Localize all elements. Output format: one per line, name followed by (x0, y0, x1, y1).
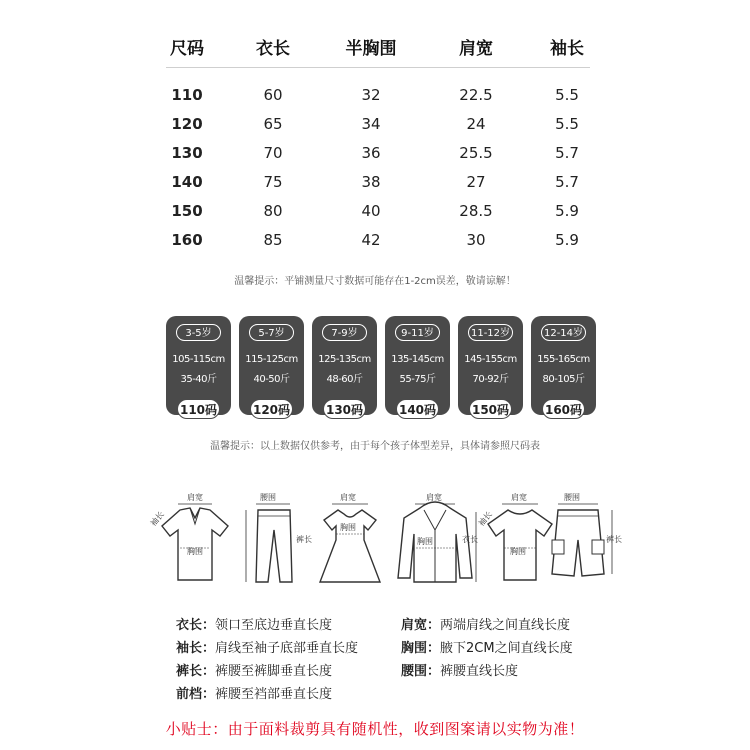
label-chest: 胸围 (187, 547, 203, 556)
definition-term: 袖长： (176, 641, 216, 656)
cell-sleeve: 5.5 (555, 86, 579, 104)
header-length: 衣长 (256, 39, 290, 59)
definition-desc: 领口至底边垂直长度 (215, 618, 333, 633)
definition-term: 衣长： (176, 618, 216, 633)
label-jacket-chest: 胸围 (417, 537, 433, 546)
cell-length: 65 (263, 115, 283, 133)
cell-shoulder: 24 (466, 115, 486, 133)
table-header-row (160, 30, 590, 64)
height-range: 125-135cm (318, 354, 371, 365)
label-waist: 腰围 (260, 493, 276, 502)
age-card (239, 316, 304, 415)
height-range: 115-125cm (245, 354, 298, 365)
definition-desc: 腋下2CM之间直线长度 (440, 641, 573, 656)
height-range: 145-155cm (464, 354, 517, 365)
reference-note: 温馨提示：以上数据仅供参考，由于每个孩子体型差异，具体请参照尺码表 (210, 441, 540, 452)
label-jacket-shoulder: 肩宽 (426, 493, 442, 502)
size-label: 150码 (469, 399, 512, 419)
header-divider (166, 67, 590, 68)
fabric-tip: 小贴士：由于面料裁剪具有随机性，收到图案请以实物为准！ (165, 720, 585, 738)
cell-length: 80 (263, 202, 283, 220)
size-label: 110码 (177, 399, 220, 419)
label-tshirt-chest: 胸围 (510, 547, 526, 556)
label-tshirt-shoulder: 肩宽 (511, 493, 527, 502)
cell-sleeve: 5.9 (555, 202, 579, 220)
size-label: 140码 (396, 399, 439, 419)
size-table-body (160, 86, 590, 260)
cell-length: 85 (263, 231, 283, 249)
size-table-header (160, 30, 590, 64)
definition-desc: 裤腰直线长度 (440, 664, 519, 679)
label-shoulder: 肩宽 (187, 493, 203, 502)
definition-item (176, 637, 358, 656)
jacket-icon (390, 490, 480, 600)
age-range: 9-11岁 (395, 324, 440, 341)
cell-size: 160 (171, 231, 203, 249)
header-sleeve: 袖长 (550, 39, 584, 59)
weight-range: 55-75斤 (399, 374, 436, 385)
polo-shirt-icon (150, 490, 240, 600)
definition-term: 裤长： (176, 664, 216, 679)
definition-term: 腰围： (401, 664, 441, 679)
cell-sleeve: 5.9 (555, 231, 579, 249)
table-row (160, 231, 590, 260)
table-row (160, 115, 590, 144)
label-shorts-waist: 腰围 (564, 493, 580, 502)
size-label: 160码 (542, 399, 585, 419)
age-card (166, 316, 231, 415)
dress-icon (310, 490, 390, 600)
definition-item (176, 683, 332, 702)
cell-half-chest: 34 (361, 115, 381, 133)
table-row (160, 144, 590, 173)
age-range: 11-12岁 (468, 324, 513, 341)
cell-half-chest: 38 (361, 173, 381, 191)
age-range: 7-9岁 (322, 324, 367, 341)
cell-shoulder: 25.5 (459, 144, 493, 162)
definition-item (401, 637, 573, 656)
cell-length: 70 (263, 144, 283, 162)
age-card (531, 316, 596, 415)
cell-length: 75 (263, 173, 283, 191)
cell-sleeve: 5.7 (555, 144, 579, 162)
definition-item (401, 614, 570, 633)
age-card (385, 316, 450, 415)
height-range: 105-115cm (172, 354, 225, 365)
label-garment-length: 衣长 (462, 535, 478, 544)
cell-shoulder: 22.5 (459, 86, 493, 104)
cell-shoulder: 30 (466, 231, 486, 249)
label-dress-shoulder: 肩宽 (340, 493, 356, 502)
cell-size: 110 (171, 86, 203, 104)
cell-half-chest: 42 (361, 231, 381, 249)
definition-term: 胸围： (401, 641, 441, 656)
height-range: 135-145cm (391, 354, 444, 365)
header-size: 尺码 (170, 39, 204, 59)
weight-range: 35-40斤 (180, 374, 217, 385)
label-tshirt-sleeve: 袖长 (476, 509, 494, 528)
measurement-note: 温馨提示：平铺测量尺寸数据可能存在1-2cm误差，敬请谅解！ (234, 276, 516, 287)
cell-half-chest: 36 (361, 144, 381, 162)
label-pants-length: 裤长 (296, 535, 312, 544)
cell-sleeve: 5.5 (555, 115, 579, 133)
weight-range: 70-92斤 (472, 374, 509, 385)
size-label: 130码 (323, 399, 366, 419)
height-range: 155-165cm (537, 354, 590, 365)
size-label: 120码 (250, 399, 293, 419)
cell-shoulder: 27 (466, 173, 486, 191)
measurement-illustrations (140, 490, 620, 600)
age-range: 12-14岁 (541, 324, 586, 341)
age-card (312, 316, 377, 415)
cell-shoulder: 28.5 (459, 202, 493, 220)
cell-half-chest: 40 (361, 202, 381, 220)
age-range: 5-7岁 (249, 324, 294, 341)
label-shorts-length: 裤长 (606, 535, 622, 544)
definition-item (401, 660, 518, 679)
cell-size: 140 (171, 173, 203, 191)
table-row (160, 173, 590, 202)
age-card (458, 316, 523, 415)
header-half-chest: 半胸围 (345, 39, 397, 59)
definition-desc: 肩线至袖子底部垂直长度 (215, 641, 359, 656)
cell-sleeve: 5.7 (555, 173, 579, 191)
label-dress-chest: 胸围 (340, 523, 356, 532)
weight-range: 48-60斤 (326, 374, 363, 385)
cell-size: 150 (171, 202, 203, 220)
definition-item (176, 614, 332, 633)
definition-item (176, 660, 332, 679)
label-sleeve: 袖长 (148, 509, 166, 528)
cell-size: 120 (171, 115, 203, 133)
definition-desc: 裤腰至裆部垂直长度 (215, 687, 333, 702)
age-range: 3-5岁 (176, 324, 221, 341)
pants-icon (240, 490, 310, 600)
cell-half-chest: 32 (361, 86, 381, 104)
cell-size: 130 (171, 144, 203, 162)
weight-range: 80-105斤 (542, 374, 585, 385)
definition-term: 前档： (176, 687, 216, 702)
cell-length: 60 (263, 86, 283, 104)
weight-range: 40-50斤 (253, 374, 290, 385)
definition-desc: 裤腰至裤脚垂直长度 (215, 664, 333, 679)
definition-term: 肩宽： (401, 618, 441, 633)
table-row (160, 86, 590, 115)
header-shoulder: 肩宽 (459, 39, 493, 59)
definition-desc: 两端肩线之间直线长度 (440, 618, 571, 633)
table-row (160, 202, 590, 231)
shorts-icon (540, 490, 620, 600)
